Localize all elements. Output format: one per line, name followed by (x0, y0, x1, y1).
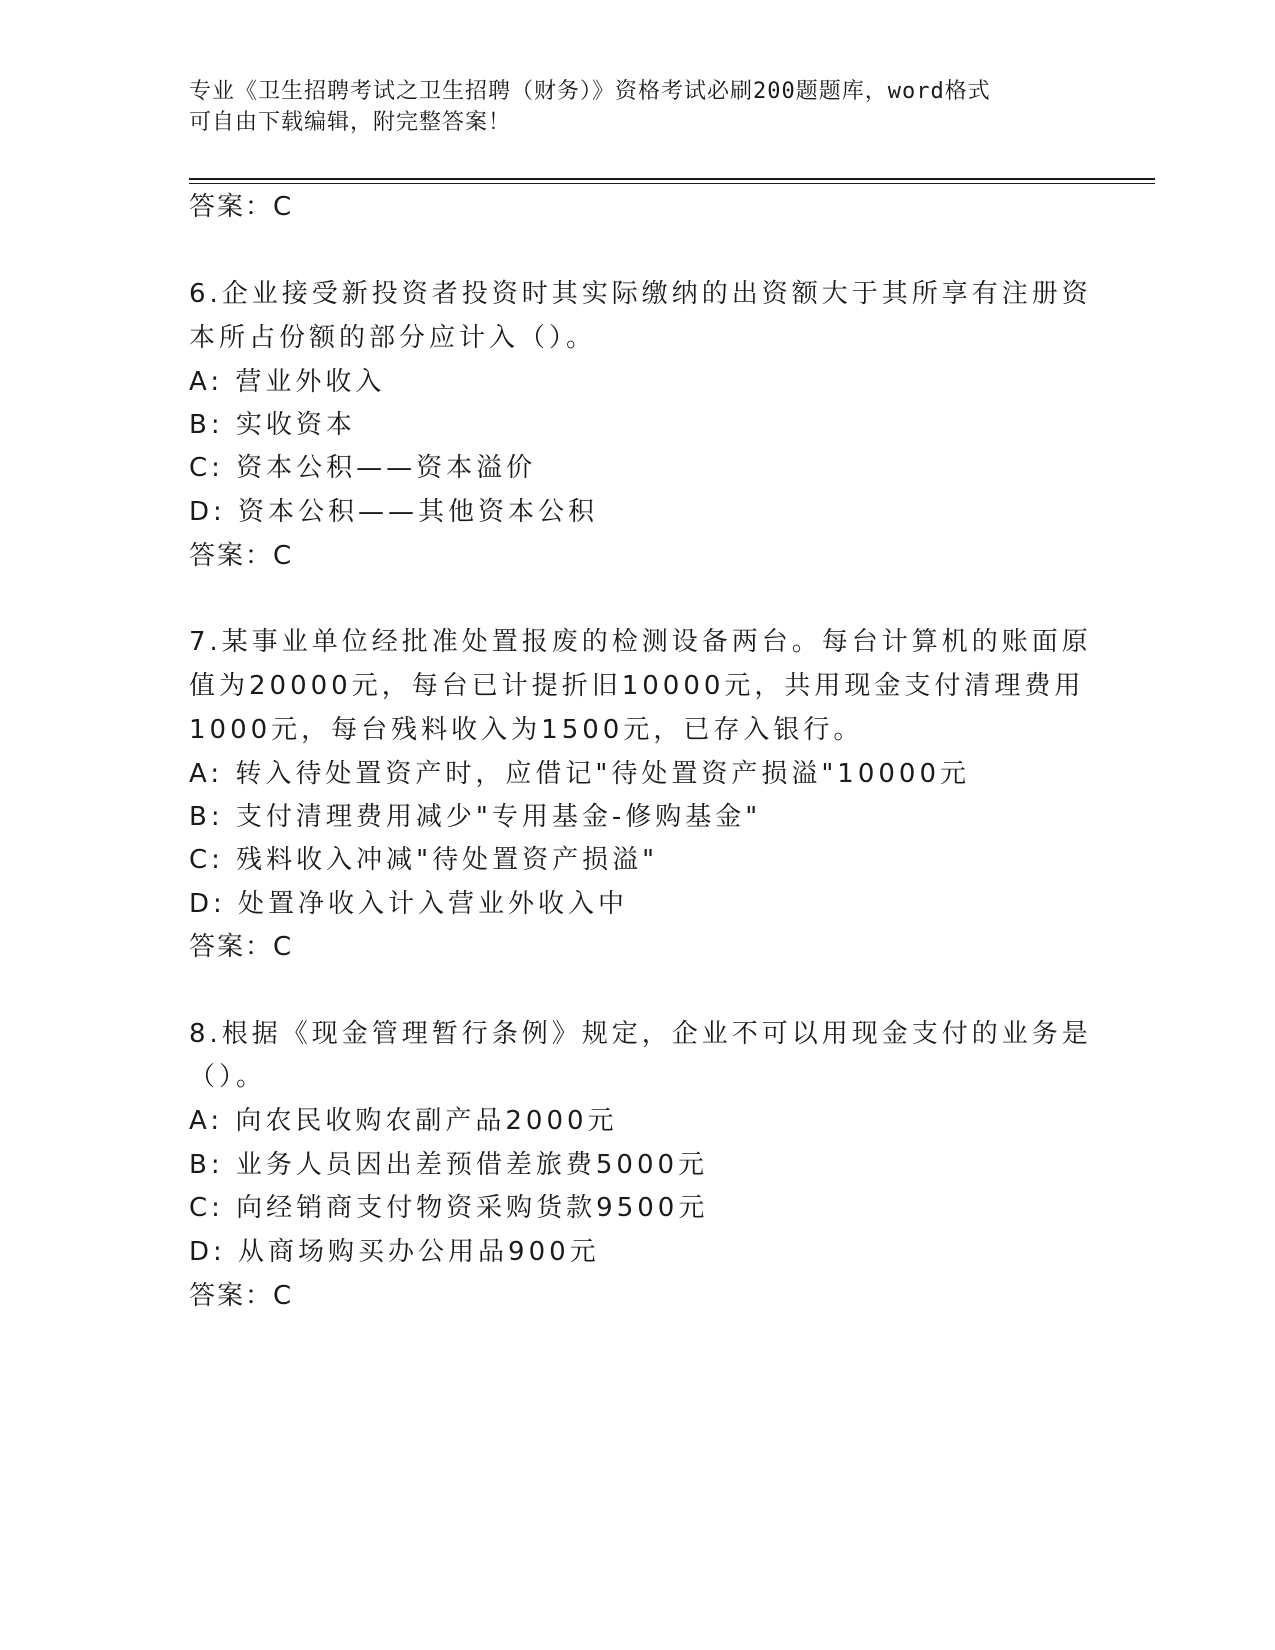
question-7-stem-line-1: 7.某事业单位经批准处置报废的检测设备两台。每台计算机的账面原 (189, 627, 1092, 657)
page-header (189, 76, 1069, 138)
header-line-1: 专业《卫生招聘考试之卫生招聘（财务）》资格考试必刷200题题库，word格式 (189, 79, 991, 104)
question-8-answer: 答案：C (189, 1281, 294, 1311)
question-6-answer: 答案：C (189, 541, 294, 571)
question-7-stem-line-3: 1000元，每台残料收入为1500元，已存入银行。 (189, 715, 864, 745)
question-7-option-d: D: 处置净收入计入营业外收入中 (189, 889, 629, 919)
question-8-option-d: D: 从商场购买办公用品900元 (189, 1237, 600, 1267)
question-6-stem-line-1: 6.企业接受新投资者投资时其实际缴纳的出资额大于其所享有注册资 (189, 279, 1092, 309)
question-7-option-a: A: 转入待处置资产时，应借记"待处置资产损溢"10000元 (189, 759, 970, 789)
answer-line: 答案：C (189, 192, 294, 222)
question-8-option-b: B: 业务人员因出差预借差旅费5000元 (189, 1150, 709, 1180)
question-8-stem-line-2: （）。 (189, 1062, 267, 1092)
question-7-answer: 答案：C (189, 932, 294, 962)
question-8-option-c: C: 向经销商支付物资采购货款9500元 (189, 1193, 709, 1223)
question-6-stem-line-2: 本所占份额的部分应计入（）。 (189, 323, 597, 353)
question-8-stem-line-1: 8.根据《现金管理暂行条例》规定，企业不可以用现金支付的业务是 (189, 1019, 1092, 1049)
question-7-stem-line-2: 值为20000元，每台已计提折旧10000元，共用现金支付清理费用 (189, 671, 1085, 701)
header-divider-thick (189, 178, 1155, 180)
header-line-2: 可自由下载编辑，附完整答案！ (189, 110, 512, 135)
question-6-option-d: D: 资本公积——其他资本公积 (189, 497, 599, 527)
question-6-option-c: C: 资本公积——资本溢价 (189, 453, 537, 483)
question-7-option-c: C: 残料收入冲减"待处置资产损溢" (189, 845, 659, 875)
question-6-option-a: A: 营业外收入 (189, 367, 386, 397)
question-8-option-a: A: 向农民收购农副产品2000元 (189, 1106, 618, 1136)
question-7-option-b: B: 支付清理费用减少"专用基金-修购基金" (189, 802, 762, 832)
header-divider-thin (189, 183, 1155, 184)
question-6-option-b: B: 实收资本 (189, 410, 356, 440)
